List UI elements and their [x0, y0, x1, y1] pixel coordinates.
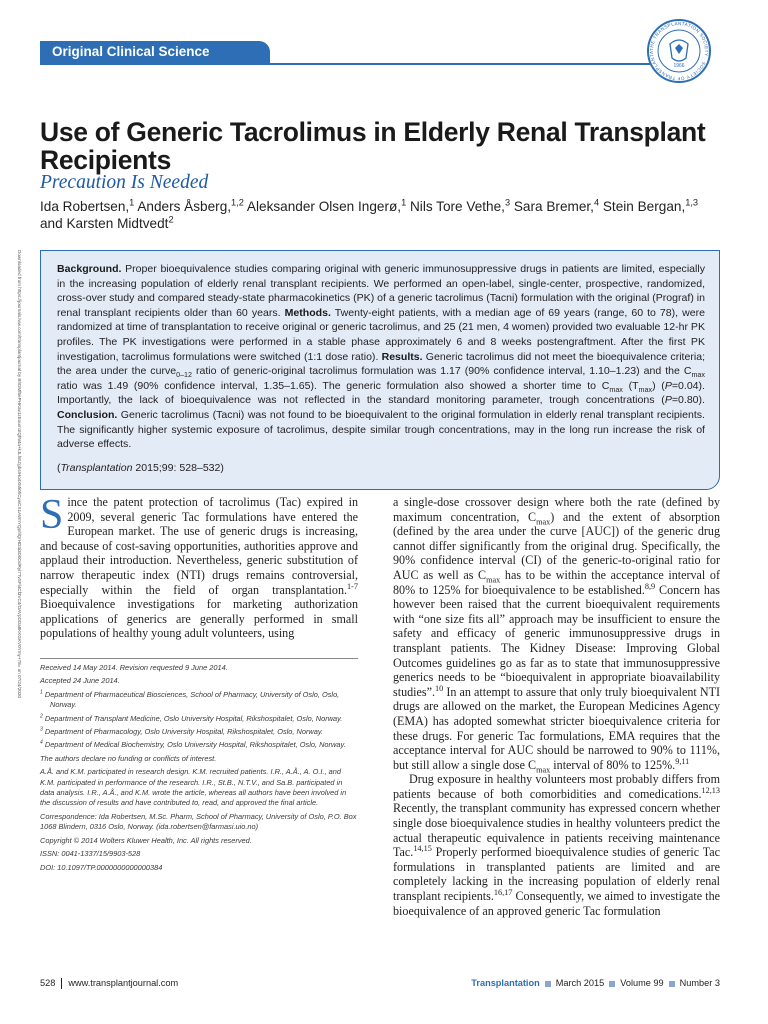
download-notice-text: Downloaded from https://journals.lww.com/transplantjournal by BhDMf5ePHKav1zEoum1tQfN4a+kJLhEZgbsIHo4XMi0hCywCX1AWnYQp/IlQrHD3i3D0OdRyi7TvSFl4Cf3VC4/OAVpDDa8KKGKV0Ymy+78= on 07/24/2020	[17, 250, 22, 698]
affiliation-4: $^4$ Department of Medical Biochemistry, Oslo University Hospital, Rikshospitalet, Oslo, Norway.	[40, 739, 346, 750]
article-footnotes	[40, 658, 358, 876]
body-column-right	[393, 495, 720, 918]
svg-text:THE TRANSPLANTATION SOCIETY ·: THE TRANSPLANTATION SOCIETY · SOCIETY OF TRANSPLANTA	[648, 20, 710, 82]
citation: (Transplantation 2015;99: 528–532)	[57, 461, 224, 474]
accepted-note: Accepted 24 June 2014.	[40, 676, 120, 686]
body-paragraph-2: Drug exposure in healthy volunteers most probably differs from patients because of both comorbidities and comedications.$^{12,13}$ Recently, the transplant community has expressed concern whether single dose bioequivalence studies in healthy volunteers predict the actual therapeutic equivalence in patients receiving maintenance Tac.$^{14,15}$ Properly performed bioequivalence studies of generic Tac formulations in transplanted patients are limited and are completely lacking in the increasing population of elderly renal transplant recipients.$^{16,17}$ Consequently, we aimed to investigate the bioequivalence of an approved generic Tac formulation	[393, 772, 720, 918]
article-title: Use of Generic Tacrolimus in Elderly Renal Transplant Recipients	[40, 117, 706, 175]
issue-date: March 2015	[555, 978, 605, 988]
separator-square	[669, 981, 675, 987]
abstract-text: Background. Proper bioequivalence studies comparing original with generic immunosuppressive drugs in patients are limited, especially in the increasing population of elderly renal transplant recipients. We performed an open-label, single-center, prospective, randomized, cross-over study and compared steady-state pharmacokinetics (PK) of a generic tacrolimus (Tacni) formulation with the original (Prograf) in renal transplant recipients older than 60 years. Methods. Twenty-eight patients, with a median age of 69 years (range, 60 to 78), were randomized at time of transplantation to receive original or generic tacrolimus, and 25 (21 men, 4 women) provided two evaluable 12-hr PK profiles. The PK investigations were performed in a stable phase approximately 6 and 8 weeks postengraftment. After the first PK investigation, tacrolimus formulations were switched (1:1 dose ratio). Results. Generic tacrolimus did not meet the bioequivalence criteria; the area under the curve$_{0-12}$ ratio of generic-original tacrolimus formulation was 1.17 (90% confidence interval, 1.10–1.23) and the $C_{max}$ ratio was 1.49 (90% confidence interval, 1.35–1.65). The generic formulation also showed a shorter time to $C_{max}$ $(T_{max})$ (P=0.04). Importantly, the lack of bioequivalence was not reflected in the standard monitoring parameter, trough concentrations (P=0.80). Conclusion. Generic tacrolimus (Tacni) was not found to be bioequivalent to the original formulation in elderly renal transplant recipients. The significantly higher systemic exposure of tacrolimus, despite similar trough concentrations, may in the long run increase the risk of adverse effects.	[57, 263, 706, 451]
copyright-note: Copyright © 2014 Wolters Kluwer Health, Inc. All rights reserved.	[40, 835, 252, 845]
journal-url-link[interactable]: www.transplantjournal.com	[68, 978, 179, 988]
contribution-note: A.Å. and K.M. participated in research design. K.M. recruited patients. I.R., A.Å., A. O.I., and K.M. participated in performance of the research. I.R., St.B., N.T.V., and Sa.B. participated in data analysis. I.R., A.Å., and K.M. wrote the article, whereas all authors have been involved in the discussion of results and have contributed to, read, and approved the final article.	[40, 767, 347, 808]
society-seal-logo	[646, 18, 712, 84]
separator-square	[609, 981, 615, 987]
download-notice	[14, 250, 22, 740]
header-rule	[40, 63, 660, 65]
page-number: 528	[40, 978, 56, 988]
separator-square	[545, 981, 551, 987]
doi-note: DOI: 10.1097/TP.0000000000000384	[40, 862, 163, 872]
abstract-box	[40, 250, 720, 490]
affiliation-3: $^3$ Department of Pharmacology, Oslo University Hospital, Rikshospitalet, Oslo, Norway.	[40, 726, 324, 737]
article-subtitle: Precaution Is Needed	[40, 172, 209, 193]
svg-text:1966: 1966	[673, 63, 685, 69]
author-list: Ida Robertsen,$^1$ Anders Åsberg,$^{1,2}$ Aleksander Olsen Ingerø,$^1$ Nils Tore Vethe,$^3$ Sara Bremer,$^4$ Stein Bergan,$^{1,3}$ and Karsten Midtvedt$^2$	[40, 197, 699, 231]
section-label: Original Clinical Science	[52, 44, 210, 59]
drop-cap: S	[40, 492, 64, 538]
body-column-left	[40, 492, 358, 641]
page-footer	[40, 978, 720, 994]
footer-divider	[61, 978, 62, 989]
correspondence-note: Correspondence: Ida Robertsen, M.Sc. Pharm, School of Pharmacy, University of Oslo, P.O. Box 1068 Blindern, 0316 Oslo, Norway. (ida.robertsen@farmasi.uio.no)	[40, 811, 357, 832]
issn-note: ISSN: 0041-1337/15/9903-528	[40, 849, 141, 859]
body-paragraph-1: a single-dose crossover design where both the rate (defined by maximum concentration, $C_{max}$) and the extent of absorption (defined by the area under the curve [AUC]) of the generic drug cannot differ significantly from the original drug. Specifically, the 90% confidence interval (CI) of the generic-to-original ratio for AUC as well as $C_{max}$ has to be within the acceptance interval of 80% to 125% for bioequivalence to be established.$^{8,9}$ Concern has however been raised that the current bioequivalent requirements with “one size fits all” approach may be insufficient to ensure the safety and efficacy of generic immunosuppressive drugs in transplant patients. The Kidney Disease: Improving Global Outcomes guidelines go as far as to state that immunosuppressive generics needs to be “bioequivalent in appropriate bioavailability studies”.$^{10}$ In an attempt to assure that only truly bioequivalent NTI drugs are allowed on the market, the European Medicines Agency (EMA) has adopted somewhat stricter bioequivalence criteria for these drugs. For generic Tac formulations, EMA requires that the acceptance interval for AUC should be narrowed to 90% to 111%, but still allow a single dose $C_{max}$ interval of 80% to 125%.$^{9,11}$	[393, 495, 720, 775]
issue-number: Number 3	[679, 978, 720, 988]
issue-volume: Volume 99	[620, 978, 664, 988]
journal-name: Transplantation	[471, 978, 540, 988]
section-banner	[40, 41, 270, 63]
funding-note: The authors declare no funding or conflicts of interest.	[40, 753, 217, 763]
intro-paragraph: Since the patent protection of tacrolimus (Tac) expired in 2009, several generic Tac formulations have entered the European market. The use of generic drugs is increasing, and because of cost-saving opportunities, authorities approve and applaud their introduction. Nevertheless, generic substitution of narrow therapeutic index (NTI) drugs remains controversial, especially within the field of organ transplantation.$^{1-7}$ Bioequivalence investigations for marketing authorization applications of generics are generally performed in small populations of healthy young adult volunteers, using	[40, 492, 358, 641]
received-note: Received 14 May 2014. Revision requested 9 June 2014.	[40, 663, 228, 672]
affiliation-1: $^1$ Department of Pharmaceutical Biosciences, School of Pharmacy, University of Oslo, Oslo, Norway.	[40, 689, 340, 710]
affiliation-2: $^2$ Department of Transplant Medicine, Oslo University Hospital, Rikshospitalet, Oslo, Norway.	[40, 713, 343, 723]
